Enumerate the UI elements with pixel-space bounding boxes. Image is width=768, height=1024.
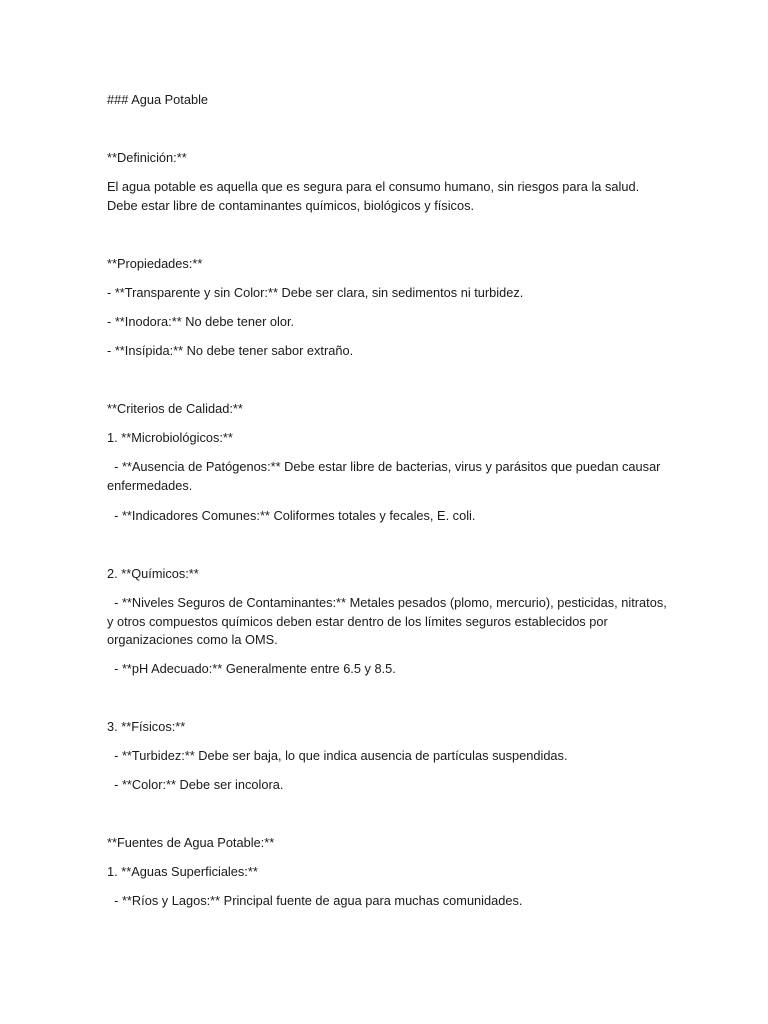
fisicos-label: 3. **Físicos:** bbox=[107, 719, 186, 734]
superficiales-item-rios-lagos: - **Ríos y Lagos:** Principal fuente de agua para muchas comunidades. bbox=[107, 893, 523, 908]
propiedades-label: **Propiedades:** bbox=[107, 256, 203, 271]
propiedades-item-insipida: - **Insípida:** No debe tener sabor extraño. bbox=[107, 343, 354, 358]
fisicos-item-turbidez: - **Turbidez:** Debe ser baja, lo que indica ausencia de partículas suspendidas. bbox=[107, 748, 568, 763]
microbiologicos-item-indicadores: - **Indicadores Comunes:** Coliformes totales y fecales, E. coli. bbox=[107, 508, 476, 523]
quimicos-item-contaminantes: - **Niveles Seguros de Contaminantes:** Metales pesados (plomo, mercurio), pesticidas, nitratos, y otros compuestos químicos deben estar dentro de los límites seguros establecidos por organizaciones como la OMS. bbox=[107, 595, 671, 647]
fuentes-label: **Fuentes de Agua Potable:** bbox=[107, 835, 275, 850]
microbiologicos-label: 1. **Microbiológicos:** bbox=[107, 430, 233, 445]
microbiologicos-item-patogenos: - **Ausencia de Patógenos:** Debe estar libre de bacterias, virus y parásitos que puedan causar enfermedades. bbox=[107, 459, 665, 493]
superficiales-label: 1. **Aguas Superficiales:** bbox=[107, 864, 258, 879]
criterios-label: **Criterios de Calidad:** bbox=[107, 401, 243, 416]
quimicos-label: 2. **Químicos:** bbox=[107, 566, 199, 581]
quimicos-item-ph: - **pH Adecuado:** Generalmente entre 6.5 y 8.5. bbox=[107, 661, 396, 676]
document-heading: ### Agua Potable bbox=[107, 92, 209, 107]
definicion-text: El agua potable es aquella que es segura para el consumo humano, sin riesgos para la salud. Debe estar libre de contaminantes químicos, biológicos y físicos. bbox=[107, 179, 643, 213]
definicion-label: **Definición:** bbox=[107, 150, 187, 165]
propiedades-item-transparente: - **Transparente y sin Color:** Debe ser clara, sin sedimentos ni turbidez. bbox=[107, 285, 524, 300]
fisicos-item-color: - **Color:** Debe ser incolora. bbox=[107, 777, 284, 792]
propiedades-item-inodora: - **Inodora:** No debe tener olor. bbox=[107, 314, 295, 329]
